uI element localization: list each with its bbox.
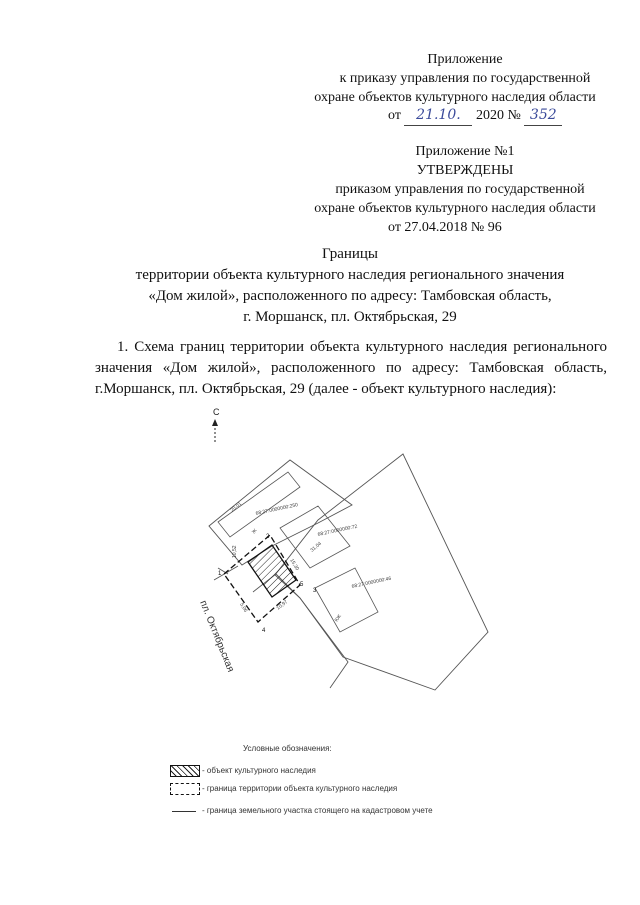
legend-item-territory-boundary: - граница территории объекта культурного наследия: [202, 784, 398, 793]
street-label: пл. Октябрьская: [197, 599, 236, 674]
point-3-label: 3: [313, 588, 317, 594]
section-1-paragraph: 1. Схема границ территории объекта культурного наследия регионального значения «Дом жилой», расположенного по адресу: Тамбовская область, г.Моршанск, пл. Октябрьская, 29 (далее - объект культурного наследия):: [95, 339, 607, 397]
point-1-label: 1: [218, 571, 222, 577]
doc-title-line1: Границы: [321, 246, 379, 262]
appendix-order-line: к приказу управления по государственной: [339, 71, 591, 86]
point-4-label: 4: [262, 628, 266, 634]
dimension-right: 15,30: [288, 557, 301, 572]
legend-item-cadastral-boundary: - граница земельного участка стоящего на кадастровом учете: [202, 806, 433, 815]
heritage-object: [248, 545, 296, 597]
legend-dashed-swatch: [170, 783, 200, 795]
legend-line-swatch: [172, 811, 196, 812]
approved-date-line: от 27.04.2018 № 96: [388, 220, 502, 235]
parcel-number-3: 68:27:0000000:46: [351, 575, 392, 590]
approved-authority-line: охране объектов культурного наследия области: [314, 201, 596, 216]
dimension-bottom: 10,97: [275, 599, 290, 612]
doc-title-line4: г. Моршанск, пл. Октябрьская, 29: [243, 309, 457, 325]
building-label-1: Ж: [250, 527, 259, 536]
cadastral-parcel-outlines: [209, 454, 488, 690]
point-5-label: 5: [300, 582, 304, 588]
handwritten-number: 352: [524, 106, 562, 126]
dimension-top: 20,01: [229, 500, 243, 514]
legend-hatch-swatch: [170, 765, 200, 777]
approved-label: УТВЕРЖДЕНЫ: [416, 163, 514, 178]
dimension-inner: 5,06: [238, 602, 249, 614]
date-year: 2020 №: [475, 108, 521, 123]
dimension-left: 10,52: [232, 545, 238, 558]
date-prefix: от: [388, 108, 401, 123]
appendix-authority-line: охране объектов культурного наследия области: [314, 90, 596, 105]
appendix-title: Приложение: [427, 52, 503, 67]
appendix1-title: Приложение №1: [415, 144, 515, 159]
legend-item-heritage-object: - объект культурного наследия: [202, 766, 316, 775]
point-2-label: 2: [266, 534, 270, 540]
parcel-number-1: 68:27:0000000:250: [255, 502, 299, 517]
legend-title: Условные обозначения:: [243, 744, 332, 753]
doc-title-line3: «Дом жилой», расположенного по адресу: Тамбовская область,: [148, 288, 552, 304]
doc-title-line2: территории объекта культурного наследия регионального значения: [135, 267, 565, 283]
north-arrow-icon: [212, 419, 218, 442]
north-label: С: [213, 407, 220, 417]
building-label-2: КЖ: [333, 613, 343, 624]
approved-order-line: приказом управления по государственной: [335, 182, 585, 197]
parcel-number-2: 68:27:0000000:72: [317, 523, 358, 538]
handwritten-date: 21.10.: [404, 106, 472, 126]
dimension-mid: 31,04: [309, 540, 323, 554]
